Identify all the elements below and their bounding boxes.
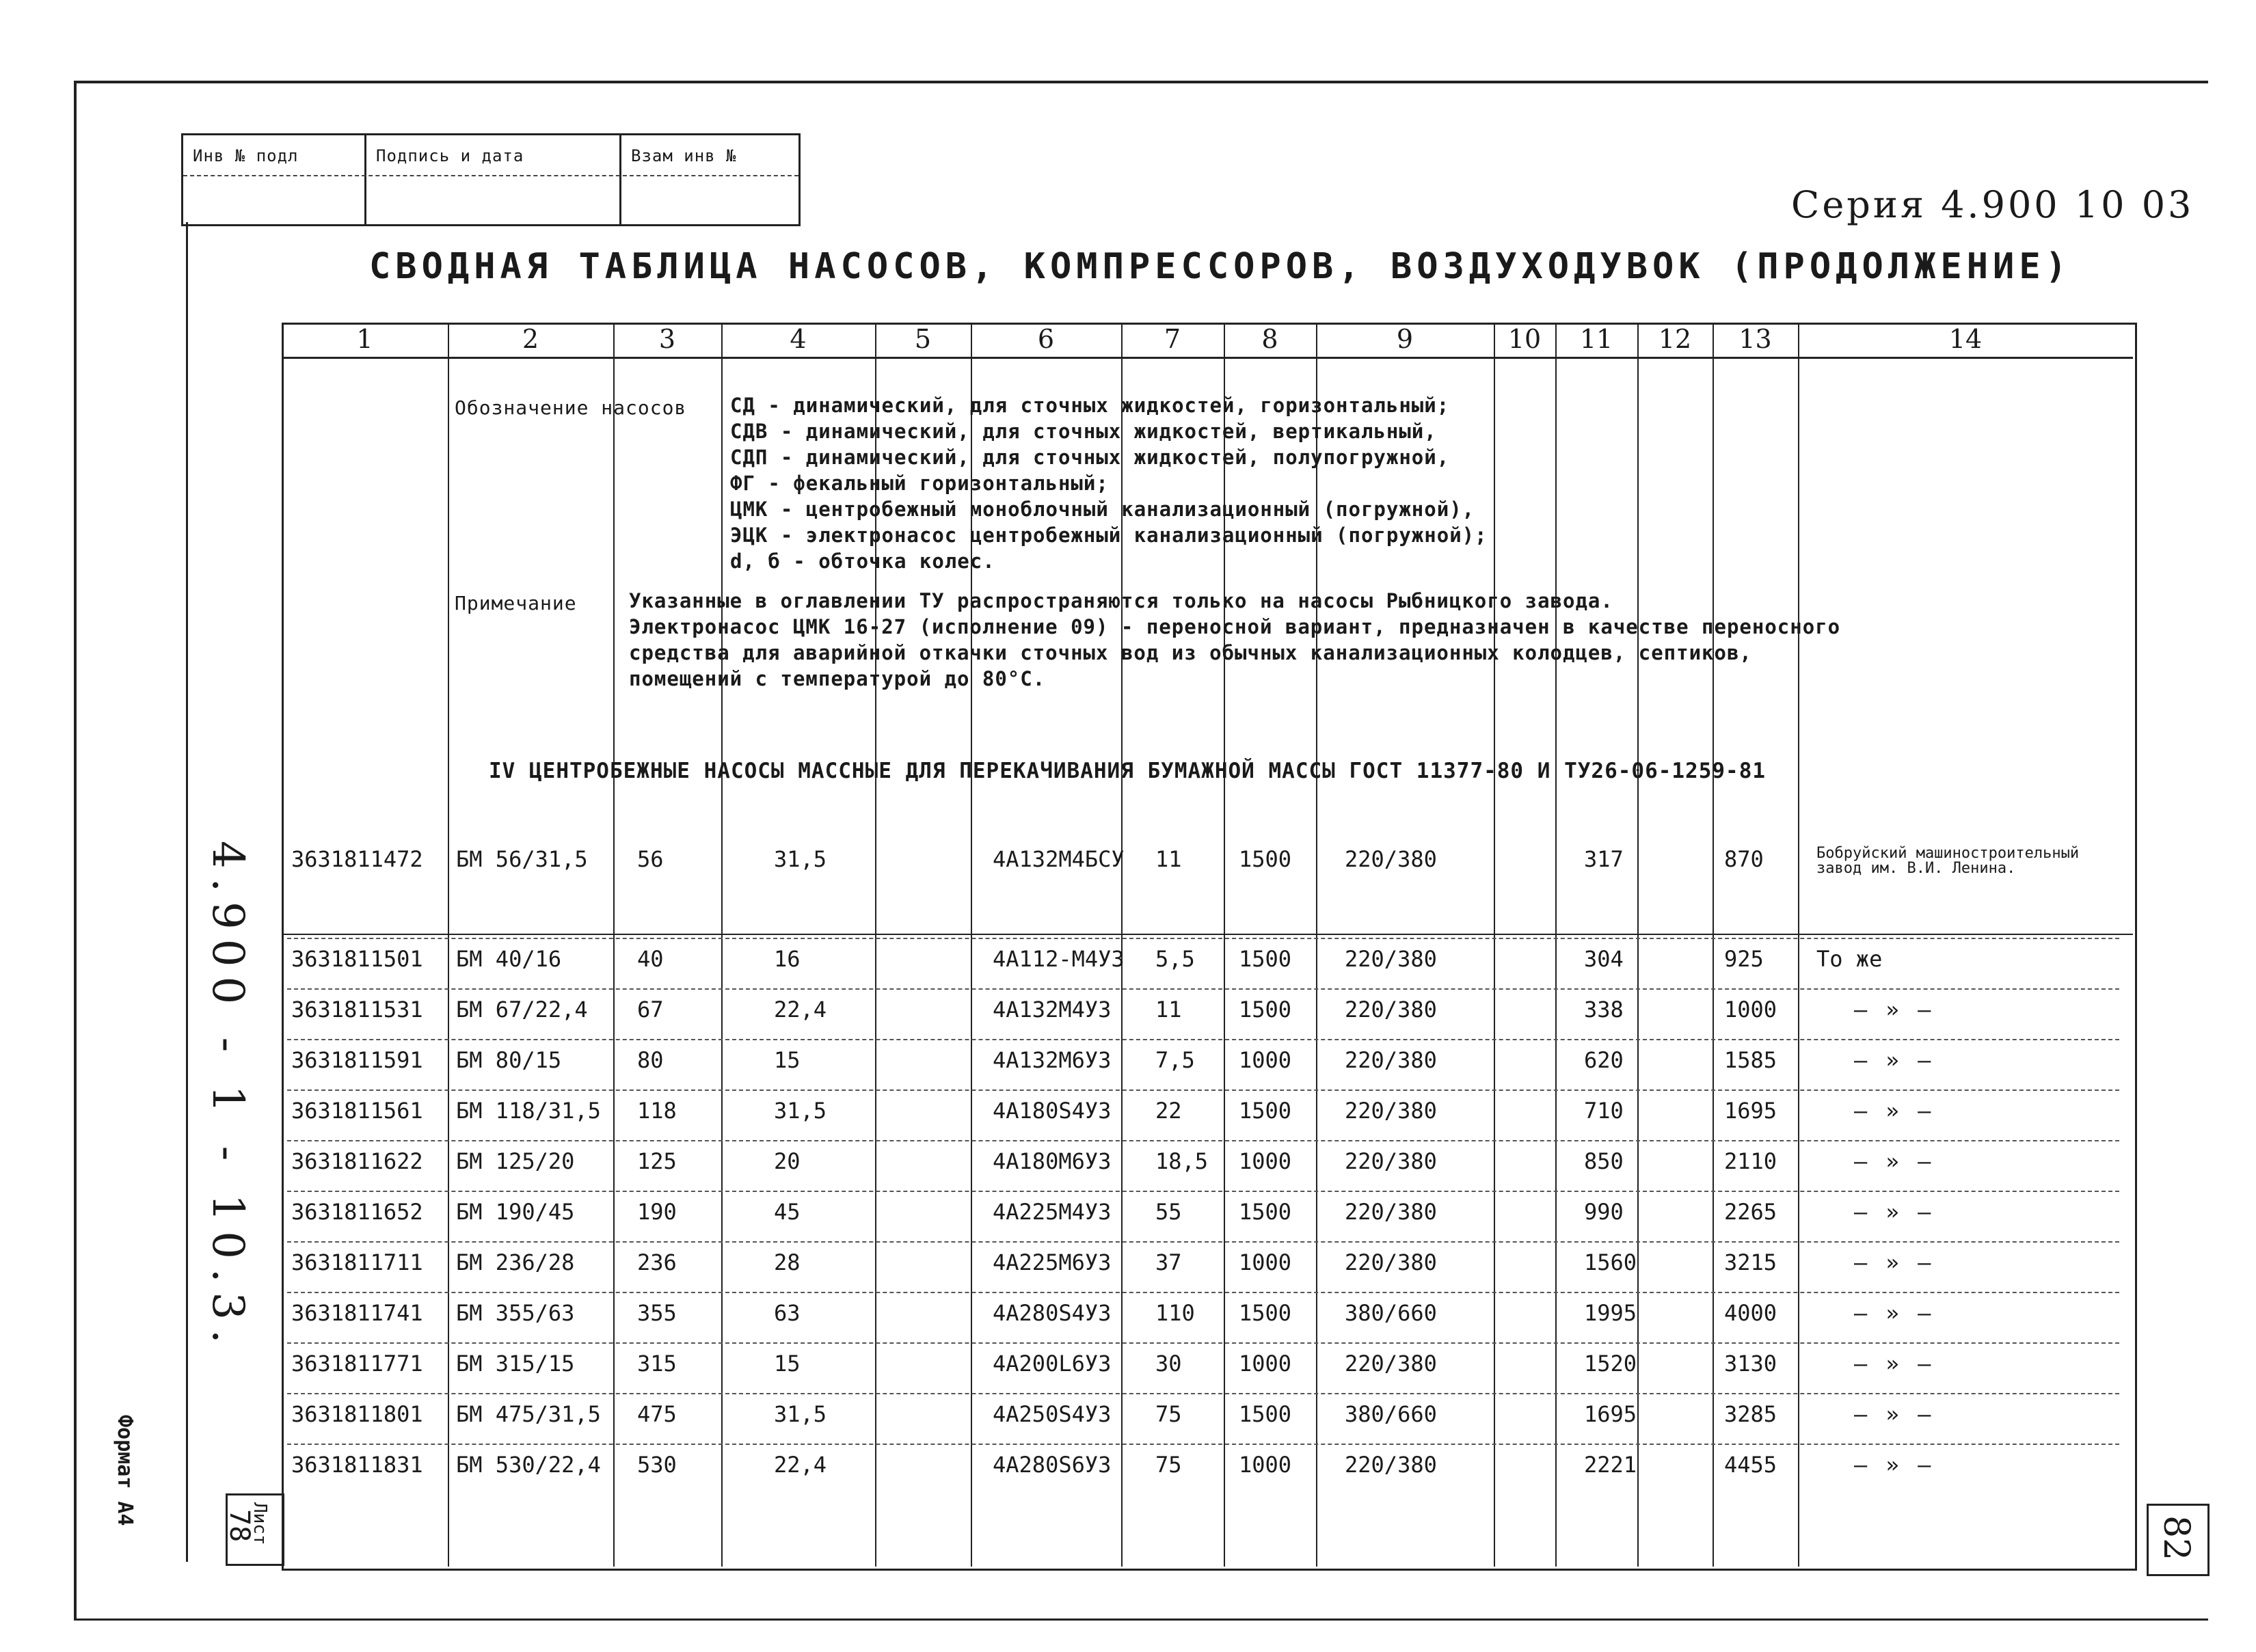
table-cell-col-7: 55	[1155, 1199, 1182, 1225]
table-cell-col-9: 220/380	[1345, 1452, 1437, 1478]
table-cell-col-13: 925	[1724, 946, 1764, 972]
designation-line: ФГ - фекальный горизонтальный;	[730, 472, 1109, 495]
row-divider	[287, 1292, 2119, 1293]
table-cell-col-14: — » —	[1854, 1098, 1934, 1124]
series-code: Серия 4.900 10 03	[1791, 183, 2194, 226]
table-cell-col-8: 1000	[1239, 1351, 1292, 1377]
table-cell-col-6: 4А132М6У3	[993, 1047, 1112, 1073]
stamp-cell-inv	[183, 135, 366, 224]
table-cell-col-9: 220/380	[1345, 1249, 1437, 1275]
table-cell-col-7: 22	[1155, 1098, 1182, 1124]
table-cell-col-7: 30	[1155, 1351, 1182, 1377]
table-cell-col-7: 7,5	[1155, 1047, 1195, 1073]
table-cell-col-11: 304	[1584, 946, 1624, 972]
designation-line: ЦМК - центробежный моноблочный канализационный (погружной),	[730, 498, 1475, 521]
col-number: 3	[658, 324, 676, 354]
table-cell-col-1: 3631811831	[291, 1452, 423, 1478]
table-cell-col-8: 1500	[1239, 1098, 1292, 1124]
sheet-number: 78	[224, 1509, 255, 1543]
section-heading: IV ЦЕНТРОБЕЖНЫЕ НАСОСЫ МАССНЫЕ ДЛЯ ПЕРЕКАЧИВАНИЯ БУМАЖНОЙ МАССЫ ГОСТ 11377-80 И ТУ26-06-1259-81	[489, 759, 1767, 783]
table-cell-col-1: 3631811801	[291, 1401, 423, 1427]
table-cell-col-8: 1000	[1239, 1148, 1292, 1174]
table-cell-col-11: 990	[1584, 1199, 1624, 1225]
stamp-block	[181, 133, 801, 226]
table-cell-col-6: 4А250S4У3	[993, 1401, 1112, 1427]
table-cell-col-3: 315	[637, 1351, 677, 1377]
table-cell-col-3: 355	[637, 1300, 677, 1326]
table-cell-col-7: 75	[1155, 1452, 1182, 1478]
table-cell-col-14: — » —	[1854, 1148, 1934, 1174]
side-drawing-code: 4.900 - 1 - 10.3.	[202, 841, 253, 1353]
col-number: 5	[914, 324, 932, 354]
row-divider	[287, 938, 2119, 939]
table-cell-col-3: 80	[637, 1047, 664, 1073]
table-row	[282, 1452, 2133, 1502]
table-cell-col-6: 4А132М4БСУ	[993, 846, 1125, 872]
row-divider	[287, 1393, 2119, 1394]
table-cell-col-1: 3631811472	[291, 846, 423, 872]
table-cell-col-7: 11	[1155, 846, 1182, 872]
table-cell-col-13: 870	[1724, 846, 1764, 872]
table-cell-col-9: 380/660	[1345, 1401, 1437, 1427]
table-cell-col-13: 1000	[1724, 997, 1777, 1023]
col-number: 4	[790, 324, 807, 354]
table-cell-col-8: 1000	[1239, 1249, 1292, 1275]
table-cell-col-9: 380/660	[1345, 1300, 1437, 1326]
table-cell-col-6: 4А180S4У3	[993, 1098, 1112, 1124]
designation-line: d, б - обточка колес.	[730, 550, 995, 573]
table-cell-col-2: БМ 355/63	[456, 1300, 575, 1326]
table-cell-col-3: 125	[637, 1148, 677, 1174]
col-number: 13	[1738, 324, 1772, 354]
table-cell-col-9: 220/380	[1345, 1199, 1437, 1225]
table-cell-col-11: 1560	[1584, 1249, 1637, 1275]
table-cell-col-1: 3631811561	[291, 1098, 423, 1124]
table-cell-col-4: 15	[774, 1047, 801, 1073]
table-cell-col-7: 18,5	[1155, 1148, 1209, 1174]
designation-line: ЭЦК - электронасос центробежный канализационный (погружной);	[730, 524, 1488, 547]
table-cell-col-4: 31,5	[774, 846, 827, 872]
col-number: 7	[1164, 324, 1181, 354]
table-cell-col-13: 2265	[1724, 1199, 1777, 1225]
table-cell-col-8: 1500	[1239, 846, 1292, 872]
table-cell-col-11: 1695	[1584, 1401, 1637, 1427]
stamp-cell-replace	[621, 135, 796, 224]
table-cell-col-14: — » —	[1854, 997, 1934, 1023]
table-cell-col-3: 67	[637, 997, 664, 1023]
table-cell-col-3: 475	[637, 1401, 677, 1427]
table-cell-col-14: — » —	[1854, 1300, 1934, 1326]
designation-line: СДП - динамический, для сточных жидкостей, полупогружной,	[730, 446, 1450, 469]
page-number: 82	[2156, 1515, 2197, 1561]
table-cell-col-14: — » —	[1854, 1452, 1934, 1478]
stamp-sign-label: Подпись и дата	[376, 146, 524, 165]
table-cell-col-2: БМ 125/20	[456, 1148, 575, 1174]
page-number-box	[2147, 1504, 2210, 1576]
sheet-label: Лист	[250, 1502, 270, 1545]
note-line: Указанные в оглавлении ТУ распространяются только на насосы Рыбницкого завода.	[629, 589, 1613, 612]
table-header-rule	[282, 357, 2133, 359]
table-cell-col-8: 1500	[1239, 1199, 1292, 1225]
table-cell-col-6: 4А280S4У3	[993, 1300, 1112, 1326]
table-cell-col-4: 45	[774, 1199, 801, 1225]
table-cell-col-14: То же	[1816, 946, 1883, 972]
table-cell-col-13: 2110	[1724, 1148, 1777, 1174]
designation-line: СДВ - динамический, для сточных жидкостей, вертикальный,	[730, 420, 1437, 443]
table-cell-col-6: 4А225М4У3	[993, 1199, 1112, 1225]
table-cell-col-7: 37	[1155, 1249, 1182, 1275]
col-number: 10	[1507, 324, 1542, 354]
table-cell-col-4: 22,4	[774, 1452, 827, 1478]
table-cell-col-2: БМ 530/22,4	[456, 1452, 601, 1478]
col-number: 6	[1037, 324, 1055, 354]
row-divider	[287, 988, 2119, 990]
table-cell-col-6: 4А200L6У3	[993, 1351, 1112, 1377]
table-cell-col-4: 15	[774, 1351, 801, 1377]
table-cell-col-9: 220/380	[1345, 1098, 1437, 1124]
designation-line: СД - динамический, для сточных жидкостей, горизонтальный;	[730, 394, 1450, 417]
table-cell-col-8: 1000	[1239, 1452, 1292, 1478]
table-cell-col-4: 63	[774, 1300, 801, 1326]
col-number: 8	[1261, 324, 1278, 354]
table-cell-col-2: БМ 236/28	[456, 1249, 575, 1275]
table-cell-col-9: 220/380	[1345, 1047, 1437, 1073]
table-cell-col-7: 75	[1155, 1401, 1182, 1427]
table-row	[282, 846, 2133, 897]
table-cell-col-1: 3631811741	[291, 1300, 423, 1326]
table-cell-col-13: 1585	[1724, 1047, 1777, 1073]
table-cell-col-2: БМ 190/45	[456, 1199, 575, 1225]
stamp-cell-sign	[366, 135, 621, 224]
sheet-box	[226, 1493, 284, 1566]
note-label: Примечание	[455, 592, 577, 614]
table-cell-col-13: 4455	[1724, 1452, 1777, 1478]
note-line: средства для аварийной откачки сточных вод из обычных канализационных колодцев, септиков,	[629, 641, 1752, 664]
left-margin-rule	[186, 222, 188, 1562]
table-cell-col-14: — » —	[1854, 1249, 1934, 1275]
format-label: Формат А4	[113, 1415, 137, 1526]
table-cell-col-4: 28	[774, 1249, 801, 1275]
col-number: 12	[1658, 324, 1692, 354]
row-divider	[287, 1444, 2119, 1445]
table-cell-col-6: 4А180М6У3	[993, 1148, 1112, 1174]
table-cell-col-14: — » —	[1854, 1351, 1934, 1377]
row-divider	[287, 1342, 2119, 1344]
table-cell-col-14: — » —	[1854, 1047, 1934, 1073]
note-line: помещений с температурой до 80°С.	[629, 667, 1046, 690]
table-cell-col-8: 1500	[1239, 997, 1292, 1023]
table-cell-col-2: БМ 40/16	[456, 946, 562, 972]
col-number: 14	[1948, 324, 1983, 354]
table-cell-col-11: 2221	[1584, 1452, 1637, 1478]
col-number: 2	[522, 324, 539, 354]
table-cell-col-14: — » —	[1854, 1401, 1934, 1427]
row-divider	[287, 1089, 2119, 1091]
table-cell-col-8: 1500	[1239, 1300, 1292, 1326]
col-number: 1	[356, 324, 373, 354]
row-divider	[287, 1039, 2119, 1040]
table-cell-col-6: 4А225М6У3	[993, 1249, 1112, 1275]
table-cell-col-4: 31,5	[774, 1401, 827, 1427]
table-cell-col-11: 850	[1584, 1148, 1624, 1174]
table-cell-col-7: 11	[1155, 997, 1182, 1023]
table-cell-col-6: 4А280S6У3	[993, 1452, 1112, 1478]
table-cell-col-11: 1995	[1584, 1300, 1637, 1326]
table-cell-col-2: БМ 80/15	[456, 1047, 562, 1073]
table-cell-col-1: 3631811622	[291, 1148, 423, 1174]
table-cell-col-3: 190	[637, 1199, 677, 1225]
table-cell-col-14: — » —	[1854, 1199, 1934, 1225]
table-cell-col-1: 3631811711	[291, 1249, 423, 1275]
table-cell-col-9: 220/380	[1345, 846, 1437, 872]
table-cell-col-13: 3130	[1724, 1351, 1777, 1377]
table-cell-col-2: БМ 475/31,5	[456, 1401, 601, 1427]
table-cell-col-3: 236	[637, 1249, 677, 1275]
note-line: Электронасос ЦМК 16-27 (исполнение 09) - переносной вариант, предназначен в качестве переносного	[629, 615, 1841, 638]
table-cell-col-2: БМ 67/22,4	[456, 997, 588, 1023]
table-cell-col-11: 1520	[1584, 1351, 1637, 1377]
table-cell-col-1: 3631811501	[291, 946, 423, 972]
col-number: 11	[1579, 324, 1613, 354]
table-cell-col-2: БМ 118/31,5	[456, 1098, 601, 1124]
table-cell-col-11: 620	[1584, 1047, 1624, 1073]
table-cell-col-4: 31,5	[774, 1098, 827, 1124]
row-divider	[287, 1140, 2119, 1141]
table-cell-col-11: 317	[1584, 846, 1624, 872]
table-cell-col-1: 3631811652	[291, 1199, 423, 1225]
first-row-divider	[282, 934, 2133, 935]
table-cell-col-8: 1500	[1239, 946, 1292, 972]
table-cell-col-4: 16	[774, 946, 801, 972]
table-cell-col-6: 4А132М4У3	[993, 997, 1112, 1023]
table-cell-col-8: 1500	[1239, 1401, 1292, 1427]
page-title: СВОДНАЯ ТАБЛИЦА НАСОСОВ, КОМПРЕССОРОВ, ВОЗДУХОДУВОК (ПРОДОЛЖЕНИЕ)	[369, 246, 2071, 287]
table-cell-col-7: 5,5	[1155, 946, 1195, 972]
table-cell-col-3: 40	[637, 946, 664, 972]
table-cell-col-9: 220/380	[1345, 1351, 1437, 1377]
stamp-divider	[183, 175, 798, 176]
col-number: 9	[1396, 324, 1414, 354]
table-cell-col-13: 1695	[1724, 1098, 1777, 1124]
table-cell-col-3: 118	[637, 1098, 677, 1124]
table-cell-col-3: 56	[637, 846, 664, 872]
table-cell-col-2: БМ 315/15	[456, 1351, 575, 1377]
table-cell-col-9: 220/380	[1345, 946, 1437, 972]
table-cell-col-13: 3285	[1724, 1401, 1777, 1427]
table-cell-col-9: 220/380	[1345, 997, 1437, 1023]
table-cell-col-1: 3631811771	[291, 1351, 423, 1377]
row-divider	[287, 1191, 2119, 1192]
table-cell-col-1: 3631811531	[291, 997, 423, 1023]
table-cell-col-9: 220/380	[1345, 1148, 1437, 1174]
table-cell-col-13: 4000	[1724, 1300, 1777, 1326]
table-cell-col-8: 1000	[1239, 1047, 1292, 1073]
designation-label: Обозначение насосов	[455, 396, 687, 419]
stamp-inv-label: Инв № подл	[193, 146, 299, 165]
table-cell-col-4: 22,4	[774, 997, 827, 1023]
table-cell-col-11: 710	[1584, 1098, 1624, 1124]
table-cell-col-6: 4А112-М4У3	[993, 946, 1125, 972]
table-cell-col-3: 530	[637, 1452, 677, 1478]
stamp-replace-label: Взам инв №	[631, 146, 737, 165]
row-divider	[287, 1241, 2119, 1243]
table-cell-col-2: БМ 56/31,5	[456, 846, 588, 872]
table-cell-col-11: 338	[1584, 997, 1624, 1023]
table-cell-col-7: 110	[1155, 1300, 1195, 1326]
table-cell-col-13: 3215	[1724, 1249, 1777, 1275]
table-cell-col-4: 20	[774, 1148, 801, 1174]
table-cell-col-14: Бобруйский машиностроительный завод им. В.И. Ленина.	[1816, 845, 2080, 877]
table-cell-col-1: 3631811591	[291, 1047, 423, 1073]
